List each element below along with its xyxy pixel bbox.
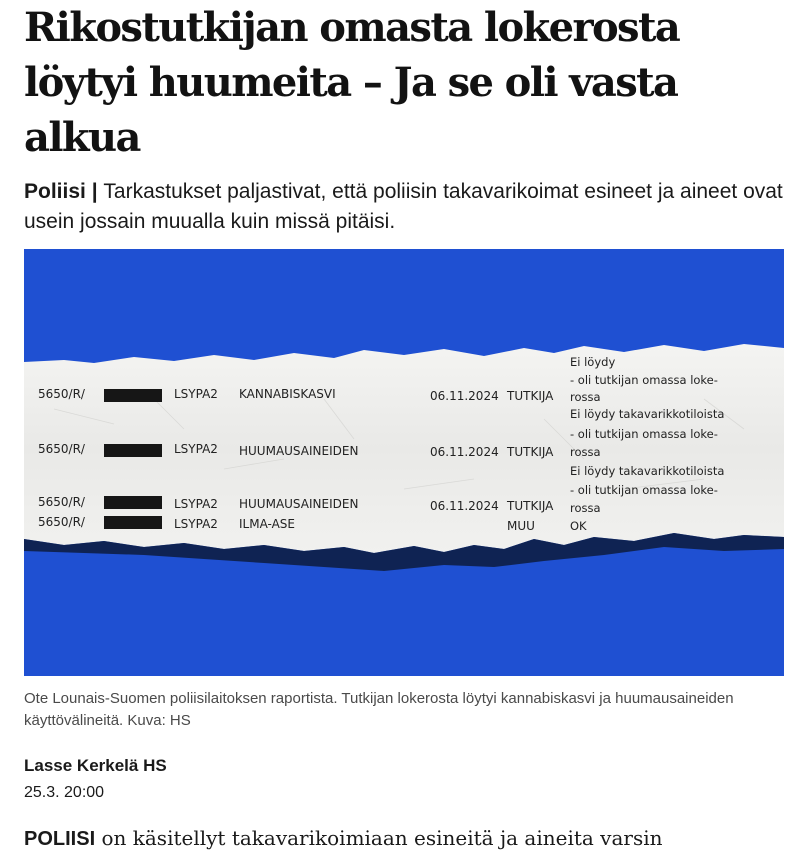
doc-note: rossa [570,390,601,404]
doc-note: - oli tutkijan omassa loke- [570,427,718,441]
image-caption: Ote Lounais-Suomen poliisilaitoksen raportista. Tutkijan lokerosta löytyi kannabiskasvi ja huumausaineiden käyttövälineitä. Kuva: HS [24,690,734,729]
row-unit: LSYPA2 [174,497,218,511]
row-date: 06.11.2024 [430,499,499,513]
redaction-bar [104,516,162,529]
doc-note: Ei löydy takavarikkotiloista [570,464,725,478]
lead-paragraph [24,177,784,237]
row-item: HUUMAUSAINEIDEN [239,497,359,511]
body-first-line [24,823,663,854]
row-unit: LSYPA2 [174,387,218,401]
doc-note: rossa [570,445,601,459]
row-unit: LSYPA2 [174,442,218,456]
row-unit: LSYPA2 [174,517,218,531]
row-status: TUTKIJA [507,389,554,403]
doc-note: rossa [570,501,601,515]
doc-row [38,387,85,401]
row-ref: 5650/R/ [38,387,85,401]
row-date: 06.11.2024 [430,445,499,459]
headline: Rikostutkijan omasta lokerosta löytyi huumeita – Ja se oli vasta alkua [24,4,680,161]
row-ref: 5650/R/ [38,495,85,509]
section-link[interactable]: Poliisi [24,180,86,203]
torn-paper-strip [24,249,784,676]
body-text: on käsitellyt takavarikoimiaan esineitä ja aineita varsin [95,826,663,850]
row-item: KANNABISKASVI [239,387,336,401]
publish-date: 25.3. 20:00 [24,784,105,801]
row-ref: 5650/R/ [38,515,85,529]
lead-separator: | [85,180,104,203]
row-item: HUUMAUSAINEIDEN [239,444,359,458]
row-status: TUTKIJA [507,445,554,459]
row-date: 06.11.2024 [430,389,499,403]
author-name[interactable]: Lasse Kerkelä HS [24,756,167,775]
row-status: MUU [507,519,535,533]
article [24,0,784,850]
doc-note: Ei löydy takavarikkotiloista [570,407,725,421]
row-item: ILMA-ASE [239,517,295,531]
row-status: TUTKIJA [507,499,554,513]
row-ref: 5650/R/ [38,442,85,456]
doc-note: - oli tutkijan omassa loke- [570,373,718,387]
doc-note: OK [570,519,587,533]
lead-text: Tarkastukset paljastivat, että poliisin takavarikoimat esineet ja aineet ovat usein jossain muualla kuin missä pitäisi. [24,180,783,233]
redaction-bar [104,496,162,509]
article-image[interactable] [24,249,784,676]
body-kicker: POLIISI [24,828,96,850]
redaction-bar [104,444,162,457]
redaction-bar [104,389,162,402]
doc-note: - oli tutkijan omassa loke- [570,483,718,497]
doc-note: Ei löydy [570,355,616,369]
